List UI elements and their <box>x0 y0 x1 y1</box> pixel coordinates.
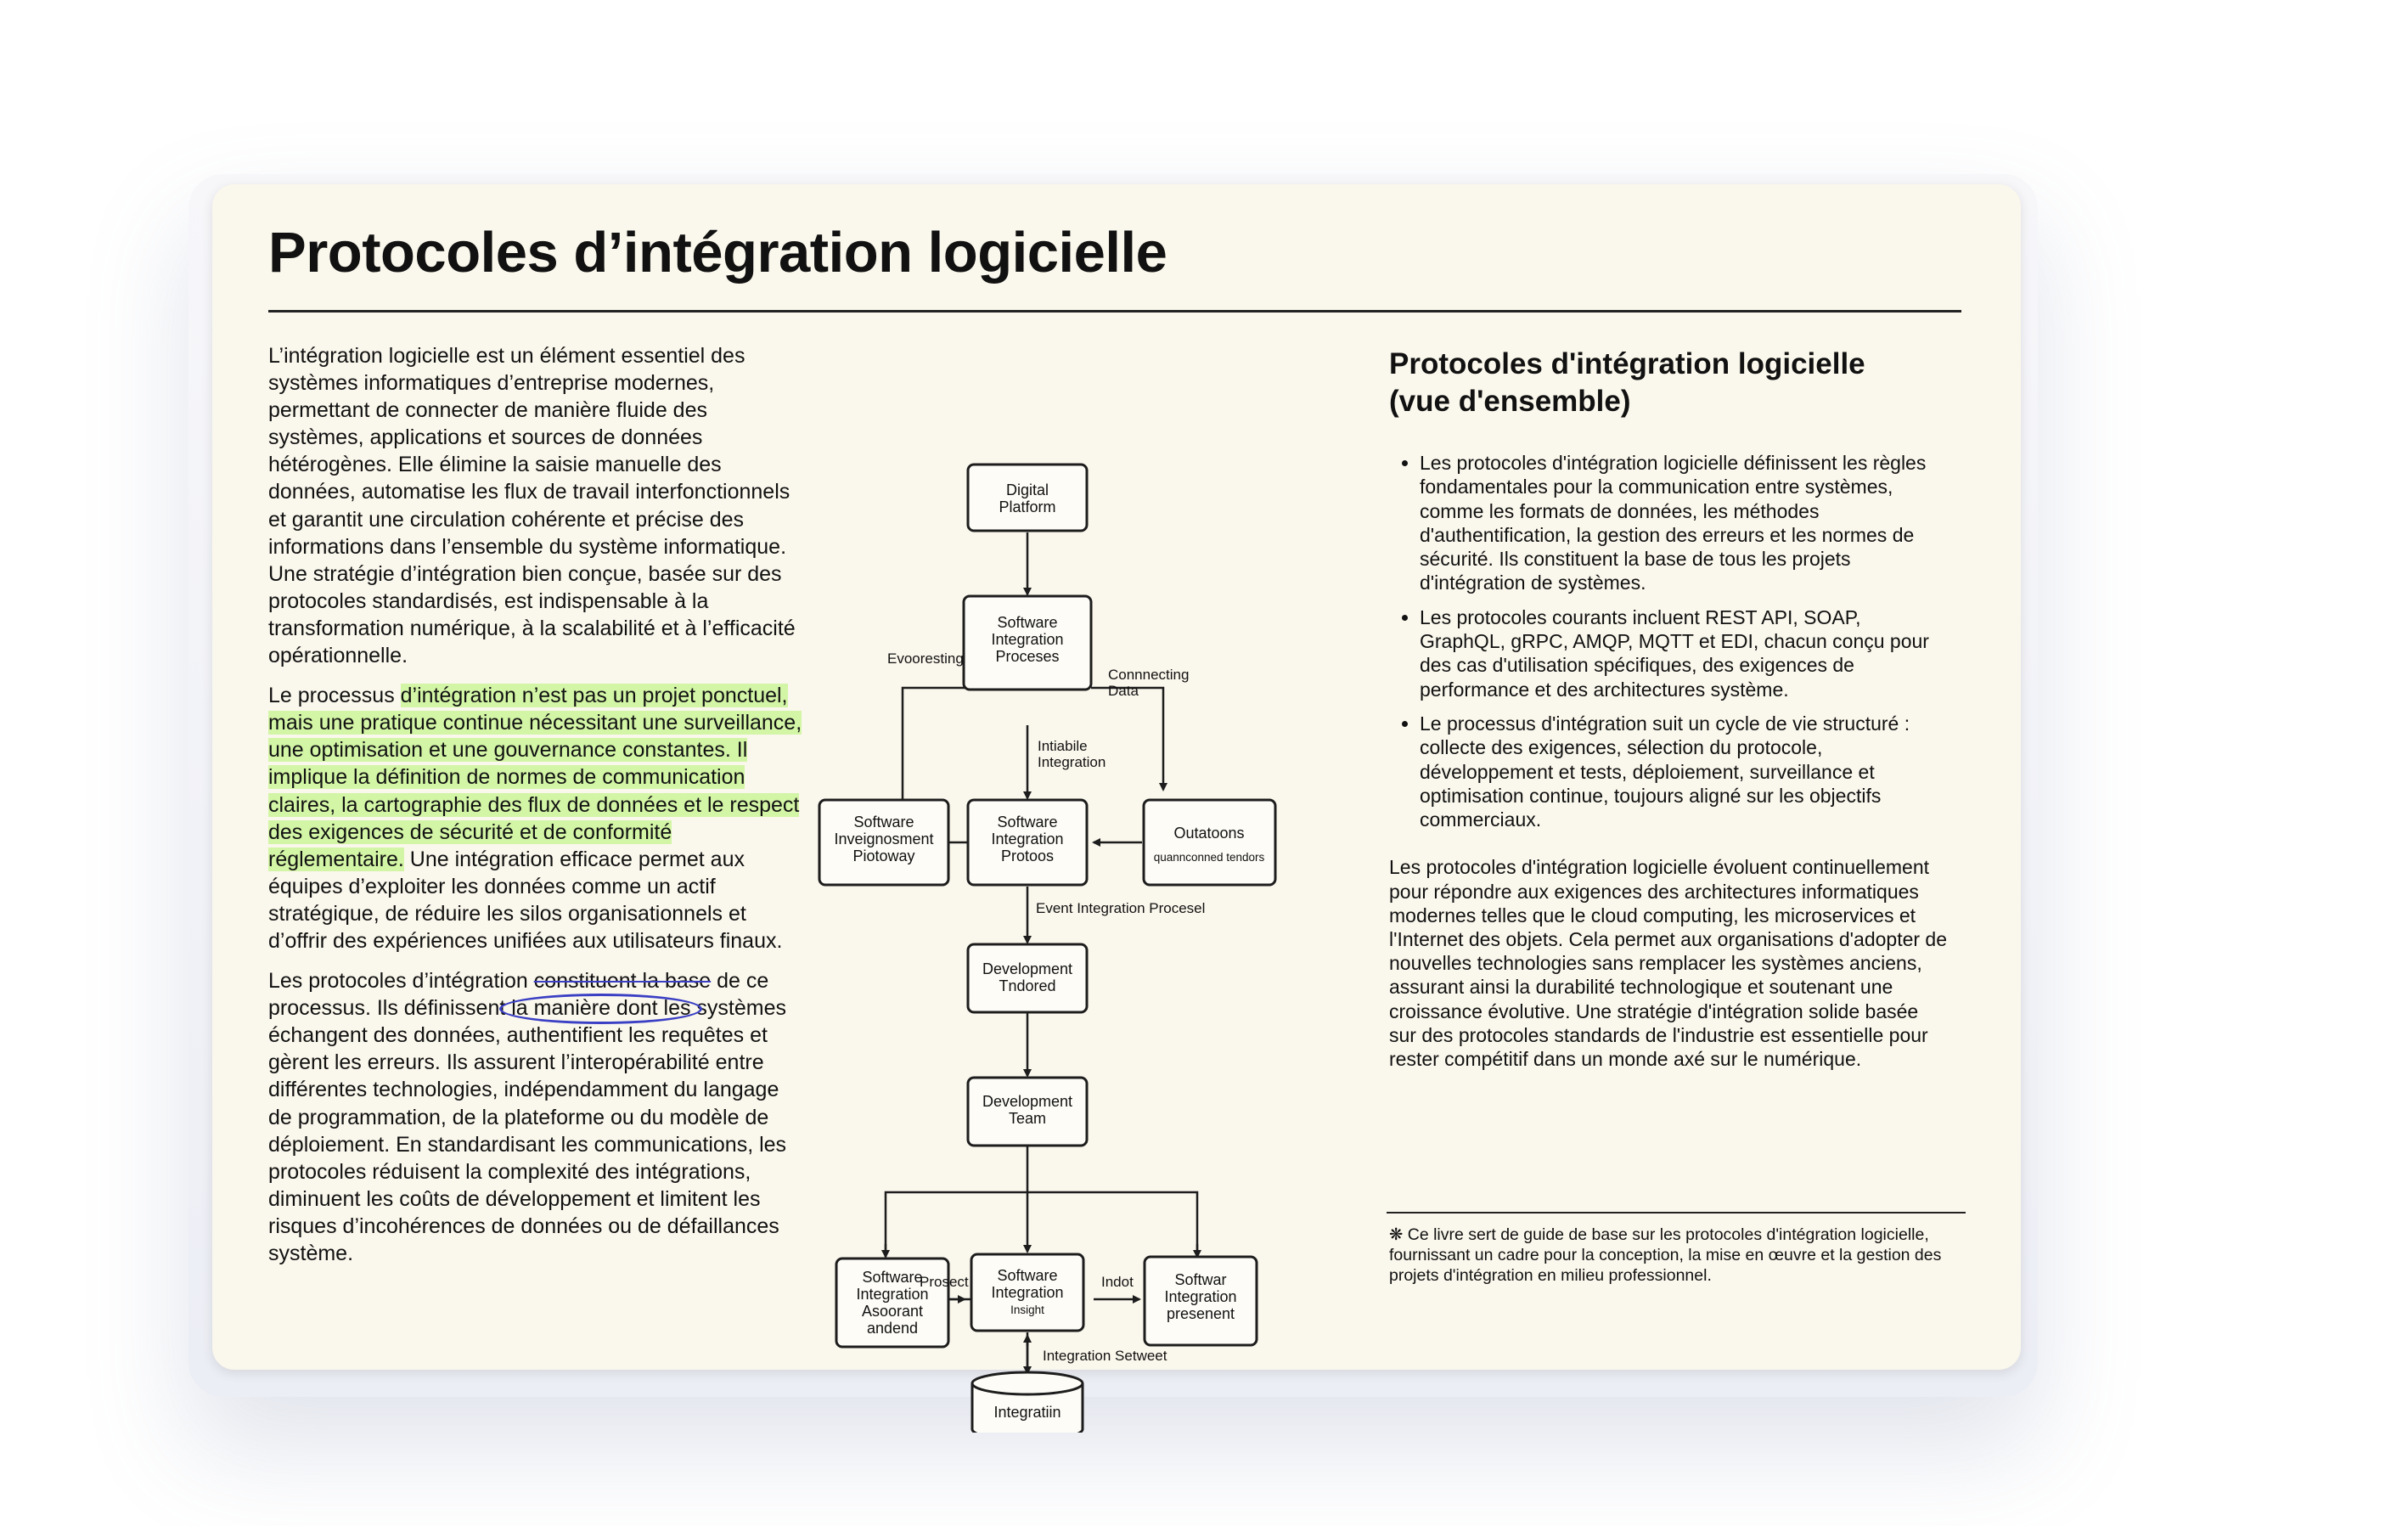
paragraph-process <box>268 682 808 954</box>
bullet-list <box>1389 451 1949 831</box>
label-sip-1: Software <box>997 614 1058 631</box>
footnote-divider <box>1387 1212 1966 1213</box>
label-insight-2: Integration <box>991 1284 1064 1301</box>
label-presenent-2: Integration <box>1164 1288 1237 1305</box>
label-asoorant-4: andend <box>866 1320 919 1337</box>
label-tndored-1: Development <box>982 960 1073 977</box>
label-team-2: Team <box>1008 1110 1047 1127</box>
section-title <box>1389 346 1949 420</box>
paragraph-intro: L’intégration logicielle est un élément essentiel des systèmes informatiques d’entreprise modernes, permettant de connecter de manière fluide des systèmes, applications et sources de données hétérogènes. Elle élimine la saisie manuelle des données, automatise les flux de travail interfonctionnels et garantit une circulation cohérente et précise des informations dans l’ensemble du système informatique. Une stratégie d’intégration bien conçue, basée sur des protocoles standardisés, est indispensable à la transformation numérique, à la scalabilité et à l’efficacité opérationnelle. <box>268 344 796 668</box>
page-title: Protocoles d’intégration logicielle <box>268 221 1167 284</box>
annotation-circle <box>499 994 702 1024</box>
paragraph-process-end: Une intégration efficace permet aux équipes d’exploiter les données comme un actif stratégique, de réduire les silos organisationnels et d’offrir des expériences unifiées aux utilisateurs finaux. <box>268 847 783 953</box>
paragraph-protocols <box>268 967 808 1267</box>
label-protoos-3: Protoos <box>1000 847 1055 864</box>
label-intiabile-1: Intiabile <box>1038 738 1088 754</box>
bullet-item: • Le processus d'intégration suit un cycle de vie structuré : collecte des exigences, sélection du protocole, développement et tests, déploiement, surveillance et optimisation continue, toujours aligné sur les objectifs commerciaux. <box>1420 712 1949 831</box>
circled-text: la manière dont les <box>511 996 691 1021</box>
label-outatoons: Outatoons <box>1173 825 1245 842</box>
highlighted-text: d’intégration n’est pas un projet ponctuel, mais une pratique continue nécessitant une surveillance, une optimisation et une gouvernance constantes. Il implique la définition de normes de communication claires, la cartographie des flux de données et le respect des exigences de sécurité et de conformité réglementaire. <box>268 684 802 871</box>
label-investment-2: Inveignosment <box>834 831 934 847</box>
label-investment-3: Piotoway <box>852 847 915 864</box>
label-connecting-data-1: Connnecting <box>1108 667 1190 683</box>
section-title-line-1: Protocoles d'intégration logicielle <box>1389 347 1865 380</box>
bullet-item: • Les protocoles courants incluent REST API, SOAP, GraphQL, gRPC, AMQP, MQTT et EDI, chacun conçu pour des cas d'utilisation spécifiques, des exigences de performance et des architectures système. <box>1420 605 1949 701</box>
section-title-line-2: (vue d'ensemble) <box>1389 385 1631 418</box>
left-column <box>268 342 808 1280</box>
label-integratiin: Integratiin <box>993 1404 1061 1421</box>
document-page <box>212 184 2021 1421</box>
label-asoorant-1: Software <box>862 1269 923 1286</box>
flowchart-labels <box>807 329 1384 1433</box>
label-connecting-data-2: Data <box>1108 683 1139 699</box>
label-investment-1: Software <box>853 814 914 831</box>
label-intiabile-2: Integration <box>1038 754 1106 770</box>
paragraph-protocols-start: Les protocoles d’intégration <box>268 969 534 994</box>
label-protoos-2: Integration <box>991 831 1064 847</box>
circled-annotation <box>511 996 690 1020</box>
label-asoorant-2: Integration <box>856 1286 929 1303</box>
label-protoos-1: Software <box>997 814 1058 831</box>
label-presenent-1: Softwar <box>1174 1271 1227 1288</box>
label-sip-2: Integration <box>991 631 1064 648</box>
right-column <box>1389 346 1949 1071</box>
label-team-1: Development <box>982 1093 1073 1110</box>
title-divider <box>268 310 1961 313</box>
label-integration-setweet: Integration Setweet <box>1043 1348 1167 1364</box>
struck-text: constituent la base <box>533 969 712 994</box>
bullet-item: • Les protocoles d'intégration logicielle définissent les règles fondamentales pour la communication entre systèmes, comme les formats de données, les méthodes d'authentification, la gestion des erreurs et les normes de sécurité. Ils constituent la base de tous les projets d'intégration de systèmes. <box>1420 451 1949 595</box>
right-paragraph: Les protocoles d'intégration logicielle évoluent continuellement pour répondre aux exigences des architectures informatiques modernes telles que le cloud computing, les microservices et l'Internet des objets. Cela permet aux organisations d'adopter de nouvelles technologies sans remplacer les systèmes anciens, assurant ainsi la durabilité technologique et soutenant une croissance évolutive. Une stratégie d'intégration solide basée sur des protocoles standards de l'industrie est essentielle pour rester compétitif dans un monde axé sur le numérique. <box>1389 856 1948 1071</box>
paragraph-protocols-end: systèmes échangent des données, authentifient les requêtes et gèrent les erreurs. Ils assurent l’interopérabilité entre différentes technologies, indépendamment du langage de programmation, de la plateforme ou du modèle de déploiement. En standardisant les communications, les protocoles réduisent la complexité des intégrations, diminuent les coûts de développement et limitent les risques d’incohérences de données ou de défaillances système. <box>268 996 787 1265</box>
label-presenent-3: presenent <box>1166 1305 1235 1322</box>
label-outatoons-sub: quannconned tendors <box>1153 851 1265 864</box>
label-insight-3: Insight <box>1010 1304 1044 1316</box>
paragraph-protocols-mid: de ce processus. Ils définissent <box>268 969 769 1021</box>
label-asoorant-3: Asoorant <box>861 1303 924 1320</box>
label-event-integration: Event Integration Procesel <box>1036 900 1206 916</box>
label-indot: Indot <box>1101 1274 1134 1290</box>
label-sip-3: Proceses <box>995 648 1060 665</box>
label-evooresting: Evooresting <box>887 650 964 667</box>
paragraph-process-start: Le processus <box>268 684 401 708</box>
label-tndored-2: Tndored <box>999 977 1056 994</box>
footnote: ❋ Ce livre sert de guide de base sur les protocoles d'intégration logicielle, fournissant un cadre pour la conception, la mise en œuvre et la gestion des projets d'intégration en milieu professionnel. <box>1389 1225 1942 1285</box>
label-digital-platform-1: Digital <box>1005 481 1049 498</box>
label-insight-1: Software <box>997 1267 1058 1284</box>
label-prosect: Prosect <box>920 1274 969 1290</box>
label-digital-platform-2: Platform <box>999 498 1056 515</box>
